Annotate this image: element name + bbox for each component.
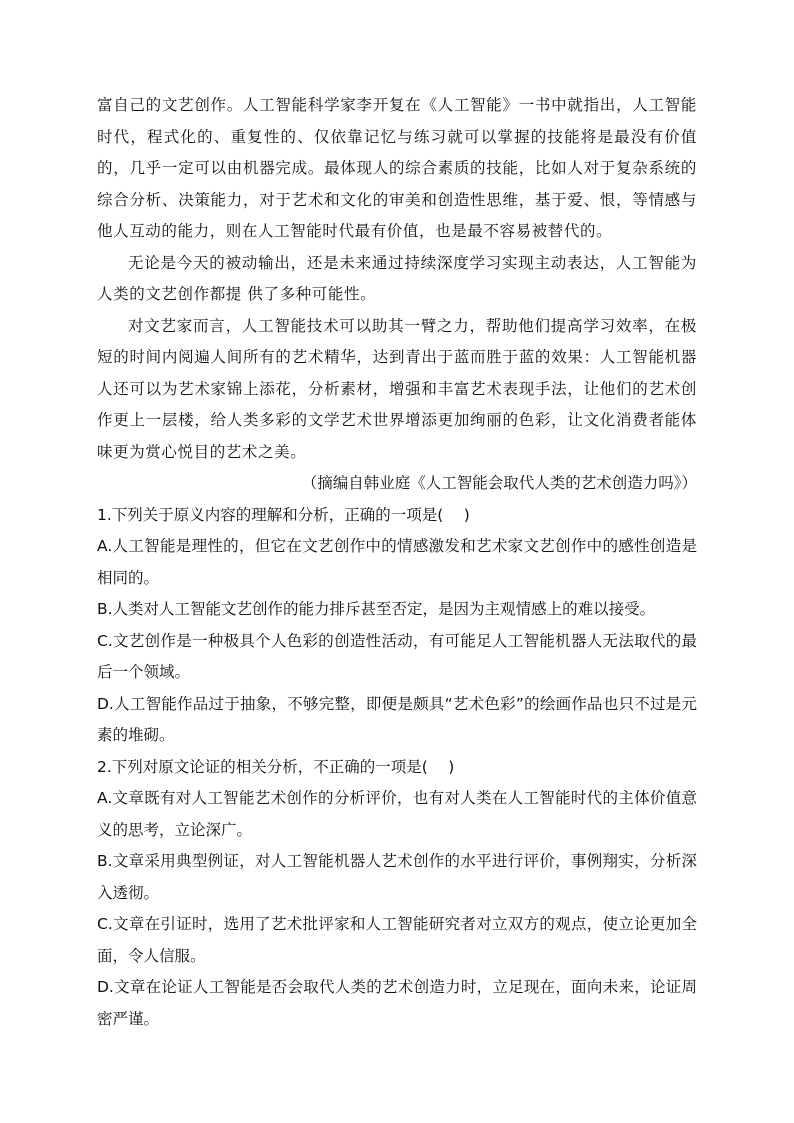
question-1-option-d: D.人工智能作品过于抽象，不够完整，即便是颇具“艺术色彩”的绘画作品也只不过是元素的堆砌。 (97, 694, 697, 744)
question-1-option-b: B.人类对人工智能文艺创作的能力排斥甚至否定，是因为主观情感上的难以接受。 (97, 600, 656, 618)
question-2-option-c: C.文章在引证时，选用了艺术批评家和人工智能研究者对立双方的观点，使立论更加全面，令人信服。 (97, 915, 697, 965)
question-1-option-c: C.文艺创作是一种极具个人色彩的创造性活动，有可能足人工智能机器人无法取代的最后一个领域。 (97, 631, 697, 681)
question-1-stem: 1.下列关于原义内容的理解和分析，正确的一项是( ) (97, 505, 470, 524)
passage-paragraph-3: 对文艺家而言，人工智能技术可以助其一臂之力，帮助他们提高学习效率，在极短的时间内阅遍人间所有的艺术精华，达到青出于蓝而胜于蓝的效果：人工智能机器人还可以为艺术家锦上添花，分析素材，增强和丰富艺术表现手法，让他们的艺术创作更上一层楼，给人类多彩的文学艺术世界增添更加绚丽的色彩，让文化消费者能体味更为赏心悦目的艺术之美。 (97, 316, 697, 461)
question-2-stem: 2.下列对原文论证的相关分析，不正确的一项是( ) (97, 757, 455, 776)
question-1 (97, 500, 697, 752)
question-2-option-b: B.文章采用典型例证，对人工智能机器人艺术创作的水平进行评价，事例翔实，分析深入透彻。 (97, 852, 697, 902)
passage-source: （摘编自韩业庭《人工智能会取代人类的艺术创造力吗》） (301, 474, 697, 492)
passage-paragraph-2: 无论是今天的被动输出，还是未来通过持续深度学习实现主动表达，人工智能为人类的文艺创作都提 供了多种可能性。 (97, 253, 697, 303)
passage-paragraph-1: 富自己的文艺创作。人工智能科学家李开复在《人工智能》一书中就指出，人工智能时代，程式化的、重复性的、仅依靠记忆与练习就可以掌握的技能将是最没有价值的，几乎一定可以由机器完成。最体现人的综合素质的技能，比如人对于复杂系统的综合分析、决策能力，对于艺术和文化的审美和创造性思维，基于爱、恨，等情感与他人互动的能力，则在人工智能时代最有价值，也是最不容易被替代的。 (97, 96, 697, 240)
document-page (97, 90, 697, 1035)
question-2-option-d: D.文章在论证人工智能是否会取代人类的艺术创造力时，立足现在，面向未来，论证周密严谨。 (97, 978, 697, 1028)
question-2 (97, 752, 697, 1036)
question-2-option-a: A.文章既有对人工智能艺术创作的分析评价，也有对人类在人工智能时代的主体价值意义的思考，立论深广。 (97, 789, 697, 839)
question-1-option-a: A.人工智能是理性的，但它在文艺创作中的情感激发和艺术家文艺创作中的感性创造是相同的。 (97, 537, 697, 587)
